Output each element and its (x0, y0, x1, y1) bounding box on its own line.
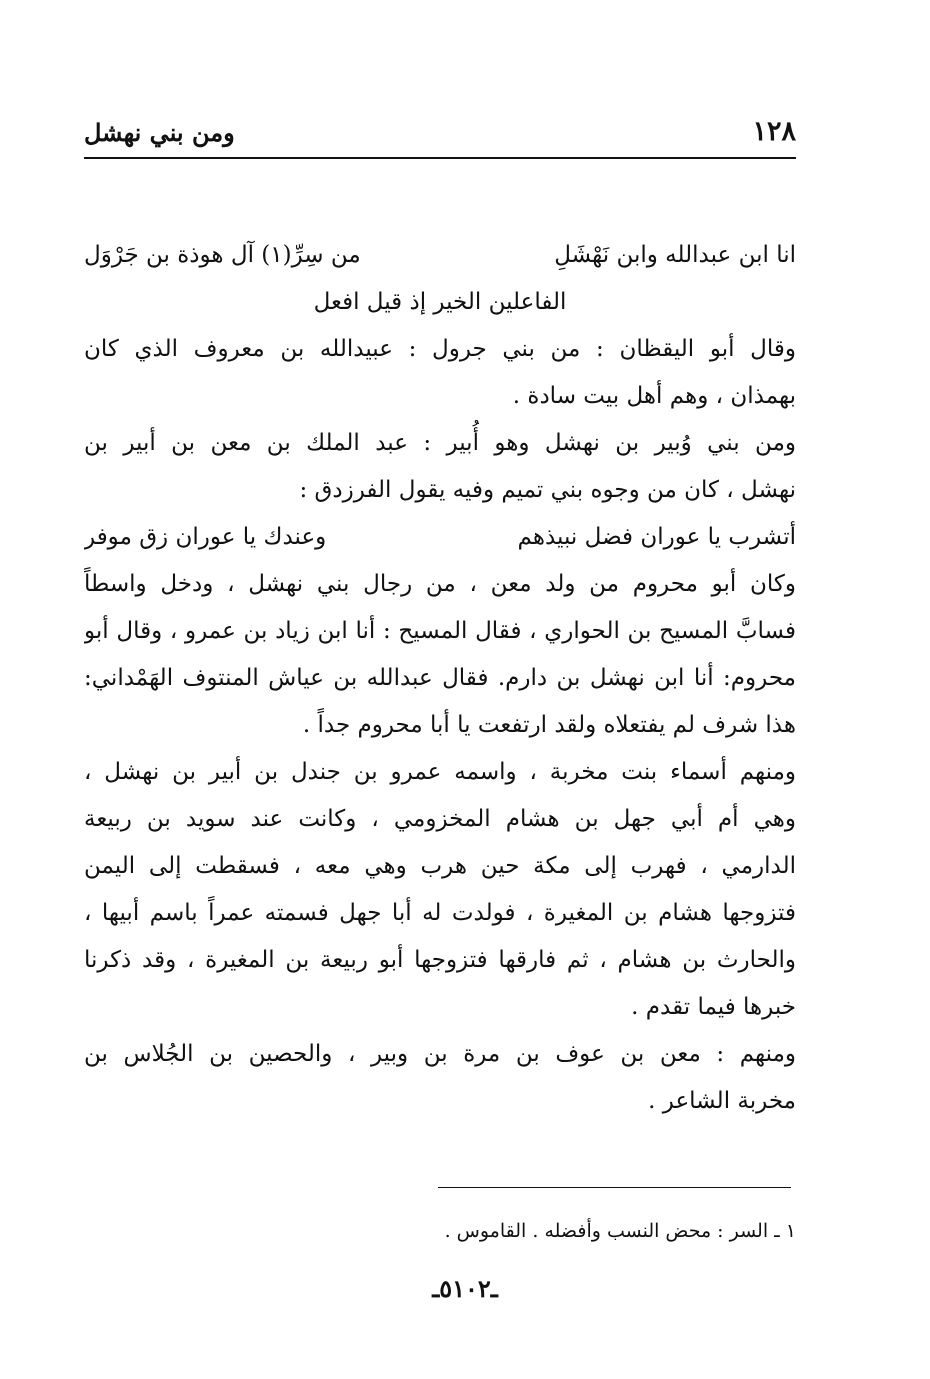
paragraph-line: هذا شرف لم يفتعلاه ولقد ارتفعت يا أبا محروم جداً . (302, 712, 796, 738)
paragraph-line: نهشل ، كان من وجوه بني تميم وفيه يقول الفرزدق : (299, 477, 796, 503)
paragraph-line: مخربة الشاعر . (648, 1088, 796, 1114)
paragraph-line: ومن بني وُبير بن نهشل وهو أُبير : عبد الملك بن معن بن أبير بن (84, 430, 796, 456)
paragraph-line: بهمذان ، وهم أهل بيت سادة . (512, 383, 796, 409)
body-text (84, 232, 796, 1125)
running-header (84, 112, 796, 152)
paragraph-line: فسابَّ المسيح بن الحواري ، فقال المسيح : أنا ابن زياد بن عمرو ، وقال أبو (84, 618, 796, 644)
paragraph-line: محروم: أنا ابن نهشل بن دارم. فقال عبدالله بن عياش المنتوف الهَمْداني: (84, 665, 796, 691)
paragraph-line: الدارمي ، فهرب إلى مكة حين هرب وهي معه ، فسقطت إلى اليمن (84, 853, 796, 879)
paragraph-line: وكان أبو محروم من ولد معن ، من رجال بني نهشل ، ودخل واسطاً (84, 571, 796, 597)
verse-hemistich-right: أتشرب يا عوران فضل نبيذهم (517, 524, 796, 550)
paragraph-line: وقال أبو اليقظان : من بني جرول : عبيدالله بن معروف الذي كان (84, 336, 796, 362)
footer-page-number: ـ٥١٠٢ـ (432, 1274, 498, 1303)
chapter-title: ومن بني نهشل (84, 118, 235, 147)
verse-line (84, 232, 796, 279)
paragraph-line: وهي أم أبي جهل بن هشام المخزومي ، وكانت عند سويد بن ربيعة (84, 806, 796, 832)
page-number: ١٢٨ (752, 116, 796, 147)
paragraph-line: ومنهم أسماء بنت مخربة ، واسمه عمرو بن جندل بن أبير بن نهشل ، (84, 759, 796, 785)
verse-hemistich-left: من سِرِّ(١) آل هوذة بن جَرْوَل (84, 242, 361, 268)
paragraph-line: فتزوجها هشام بن المغيرة ، فولدت له أبا جهل فسمته عمراً باسم أبيها ، (84, 900, 796, 926)
verse-line: الفاعلين الخير إذ قيل افعل (313, 289, 567, 315)
paragraph-line: والحارث بن هشام ، ثم فارقها فتزوجها أبو ربيعة بن المغيرة ، وقد ذكرنا (84, 947, 796, 973)
paragraph-line: ومنهم : معن بن عوف بن مرة بن وبير ، والحصين بن الجُلاس بن (84, 1041, 796, 1067)
paragraph-line: خبرها فيما تقدم . (631, 994, 796, 1020)
verse-hemistich-right: انا ابن عبدالله وابن نَهْشَلِ (554, 242, 796, 268)
footnote: ١ ـ السر : محض النسب وأفضله . القاموس . (444, 1220, 796, 1242)
header-divider (84, 157, 796, 159)
footnote-divider (438, 1187, 791, 1188)
verse-line (84, 514, 796, 561)
verse-hemistich-left: وعندك يا عوران زق موفر (84, 524, 327, 550)
